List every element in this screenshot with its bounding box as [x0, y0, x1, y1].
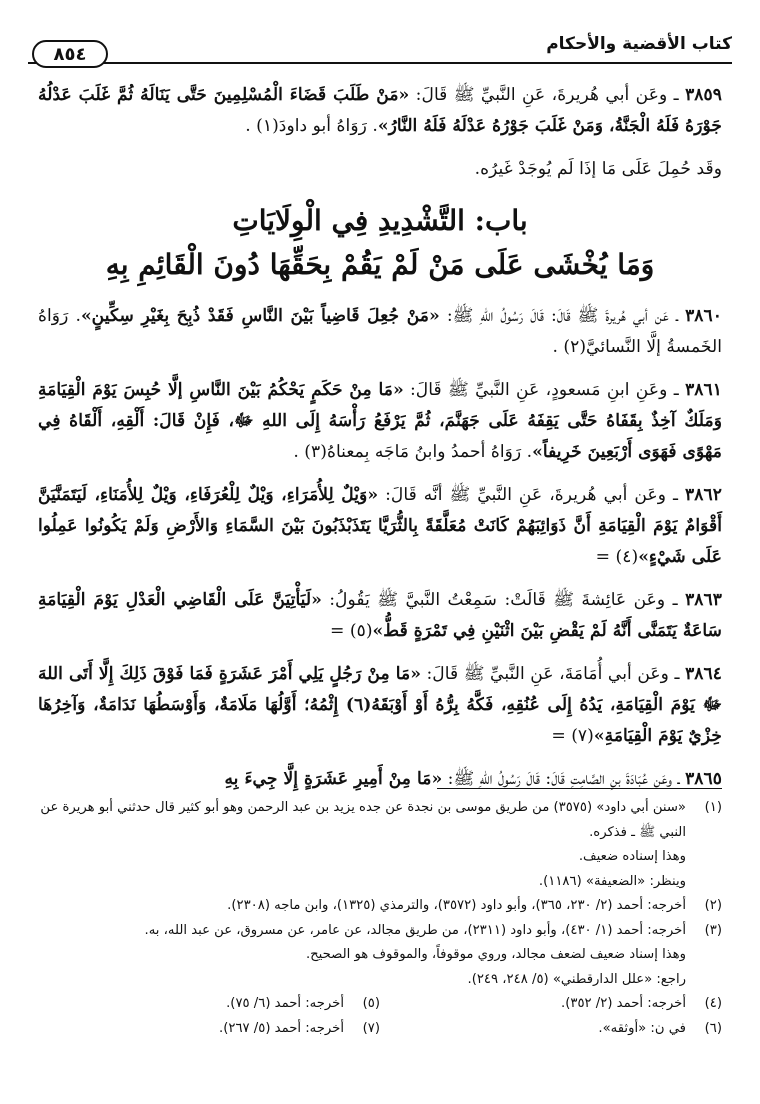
footnote-line: أخرجه: أحمد (١/ ٤٣٠)، وأبو داود (٢٣١١)، من طريق مجالد، عن عامر، عن مسروق، عن عبد الله، به. [144, 922, 686, 938]
footnote-number: (٣) [704, 922, 722, 938]
hadith-quote: «وَيْلٌ لِلأُمَرَاءِ، وَيْلٌ لِلْعُرَفَاءِ، وَيْلٌ لِلأُمَنَاءِ، لَيَتَمَنَّيَنَّ أَقْوَامٌ يَوْمَ الْقِيَامَةِ أَنَّ ذَوَائِبَهُمْ كَانَتْ مُعَلَّقَةً بِالثُّرَيَّا يَتَذَبْذَبُونَ بَيْنَ السَّمَاءِ وَالأَرْضِ وَلَمْ يَكُونُوا عَمِلُوا عَلَى شَيْءٍ» [38, 485, 722, 567]
hadith-quote: «مَا مِنْ رَجُلٍ يَلِي أَمْرَ عَشَرَةٍ فَمَا فَوْقَ ذَلِكَ إِلَّا أَتَى اللهَ ﷻ يَوْمَ الْقِيَامَةِ، يَدُهُ إِلَى عُنُقِهِ، فَكَّهُ بِرُّهُ أَوْ أَوْبَقَهُ(٦) إِثْمُهُ؛ أَوَّلُهَا مَلَامَةٌ، وَأَوْسَطُهَا نَدَامَةٌ، وَآخِرُهَا خِزْيٌ يَوْمَ الْقِيَامَةِ» [38, 664, 722, 746]
hadith-source: (٤) = [595, 547, 639, 567]
hadith-quote: «مَنْ جُعِلَ قَاضِياً بَيْنَ النَّاسِ فَقَدْ ذُبِحَ بِغَيْرِ سِكِّينٍ» [80, 306, 440, 326]
footnote-text: أخرجه: أحمد (٦/ ٧٥). [226, 996, 344, 1011]
footnote-line: وينظر: «الضعيفة» (١١٨٦). [538, 873, 686, 889]
book-title: كتاب الأقضية والأحكام [546, 34, 732, 54]
hadith-3862 [38, 480, 722, 573]
footnote-4 [380, 992, 722, 1017]
hadith-quote: «مَنْ طَلَبَ قَضَاءَ الْمُسْلِمِينَ حَتَّى يَنَالَهُ ثُمَّ غَلَبَ عَدْلُهُ جَوْرَهُ فَلَهُ الْجَنَّةُ، وَمَنْ غَلَبَ جَوْرُهُ عَدْلَهُ فَلَهُ النَّارُ» [38, 85, 722, 136]
footnote-7 [38, 1017, 380, 1042]
hadith-number: ٣٨٦٢ [685, 485, 722, 505]
footnote-5 [38, 992, 380, 1017]
footnote-line: وهذا إسناده ضعيف. [578, 849, 686, 864]
footnote-number: (٥) [362, 996, 380, 1011]
footnote-line: راجع: «علل الدارقطني» (٥/ ٢٤٨، ٢٤٩). [467, 971, 686, 987]
hadith-number: ٣٨٦٥ [685, 769, 722, 789]
hadith-intro: ـ وعَنِ ابنِ مَسعودٍ، عَنِ النَّبيِّ ﷺ قَالَ: [403, 380, 686, 400]
footnote-number: (٢) [704, 898, 722, 913]
footnote-number: (٧) [362, 1020, 380, 1036]
footnote-number: (٤) [704, 996, 722, 1011]
hadith-source: . رَوَاهُ الخَمسةُ إلَّا النَّسائيَّ(٢) . [38, 306, 722, 357]
hadith-number: ٣٨٦٠ [685, 306, 723, 326]
hadith-quote: «لَيَأْتِيَنَّ عَلَى الْقَاضِي الْعَدْلِ يَوْمَ الْقِيَامَةِ سَاعَةٌ يَتَمَنَّى أَنَّهُ لَمْ يَقْضِ بَيْنَ اثْنَيْنِ فِي تَمْرَةٍ قَطُّ» [38, 590, 722, 641]
footnote-line: وهذا إسناد ضعيف لضعف مجالد، وروي موقوفاً، والموقوف هو الصحيح. [305, 947, 686, 962]
footnote-3 [38, 919, 722, 993]
hadith-number: ٣٨٦٤ [685, 664, 722, 684]
note-text: وقَد حُمِلَ عَلَى مَا إذَا لَم يُوجَدْ غَيرُه. [474, 159, 722, 179]
hadith-source: . رَوَاهُ أبو داودَ(١) . [245, 116, 378, 136]
footnotes-4-5 [38, 992, 722, 1017]
hadith-quote: «مَا مِنْ حَكَمٍ يَحْكُمُ بَيْنَ النَّاسِ إلَّا حُبِسَ يَوْمَ الْقِيَامَةِ وَمَلَكٌ آخِذٌ بِقَفَاهُ حَتَّى يَقِفَهُ عَلَى جَهَنَّمَ، ثُمَّ يَرْفَعُ رَأْسَهُ إِلَى اللهِ ﷻ، فَإِنْ قَالَ: أَلْقِهِ، أَلْقَاهُ فِي مَهْوًى فَهَوَى أَرْبَعِينَ خَرِيفاً» [38, 380, 722, 462]
footnotes [38, 796, 722, 1041]
hadith-intro: ـ وعَن عَائِشةَ ﷺ قَالَتْ: سَمِعْتُ النَّبيَّ ﷺ يَقُولُ: [321, 590, 686, 610]
footnote-number: (٦) [704, 1020, 722, 1036]
footnote-number: (١) [704, 800, 722, 815]
hadith-3863 [38, 585, 722, 647]
hadith-source: . رَوَاهُ أحمدُ وابنُ مَاجَه بِمعناهُ(٣) . [293, 442, 533, 462]
footnote-separator [437, 788, 722, 789]
main-text [38, 80, 722, 807]
hadith-number: ٣٨٥٩ [685, 85, 722, 105]
hadith-source: (٧) = [551, 726, 594, 746]
footnote-text: أخرجه: أحمد (٥/ ٢٦٧). [219, 1020, 344, 1036]
chapter-title-line2: وَمَا يُخْشَى عَلَى مَنْ لَمْ يَقُمْ بِحَقِّهَا دُونَ الْقَائِمِ بِهِ [105, 248, 655, 281]
footnote-6 [380, 1017, 722, 1042]
hadith-3865 [38, 764, 722, 795]
hadith-intro: ـ وعَن عُبَادَةَ بنِ الصَّامِتِ قَالَ: قَالَ رَسُولُ اللهِ ﷺ: [442, 769, 686, 789]
footnotes-6-7 [38, 1017, 722, 1042]
hadith-intro: ـ وعَن أبي هُريرةَ، عَنِ النَّبيِّ ﷺ أنَّه قَالَ: [378, 485, 686, 505]
hadith-quote: «مَا مِنْ أَمِيرِ عَشَرَةٍ إِلَّا جِيءَ بِهِ [224, 769, 443, 789]
footnote-text: أخرجه: أحمد (٢/ ٢٣٠، ٣٦٥)، وأبو داود (٣٥٧٢)، والترمذي (١٣٢٥)، وابن ماجه (٢٣٠٨). [227, 898, 686, 913]
hadith-3859 [38, 80, 722, 142]
hadith-intro: ـ عَن أبي هُريرةَ ﷺ قَالَ: قَالَ رَسُولُ اللهِ ﷺ: [439, 306, 686, 326]
header-rule [28, 62, 732, 64]
footnote-line: «سنن أبي داود» (٣٥٧٥) من طريق موسى بن نجدة عن جده يزيد بن عبد الرحمن وهو أبو كثير قال حدثني أبو هريرة عن النبي ﷺ ـ فذكره. [40, 800, 686, 840]
chapter-heading [38, 199, 722, 287]
hadith-3860 [38, 301, 722, 363]
hadith-source: (٥) = [330, 621, 373, 641]
hadith-number: ٣٨٦١ [685, 380, 722, 400]
chapter-title-line1: باب: التَّشْدِيدِ فِي الْوِلَايَاتِ [232, 204, 528, 237]
footnote-text: في ن: «أوثقه». [598, 1020, 686, 1036]
footnote-text: أخرجه: أحمد (٢/ ٣٥٢). [561, 996, 686, 1011]
hadith-intro: ـ وعَن أبي أُمَامَةَ، عَنِ النَّبيِّ ﷺ قَالَ: [420, 664, 686, 684]
hadith-3861 [38, 375, 722, 468]
hadith-intro: ـ وعَن أبي هُريرةَ، عَنِ النَّبيِّ ﷺ قَالَ: [409, 85, 686, 105]
page-header [28, 30, 732, 70]
page-number: ٨٥٤ [32, 40, 108, 68]
footnote-2 [38, 894, 722, 919]
hadith-number: ٣٨٦٣ [685, 590, 722, 610]
hadith-3864 [38, 659, 722, 752]
footnote-1 [38, 796, 722, 894]
